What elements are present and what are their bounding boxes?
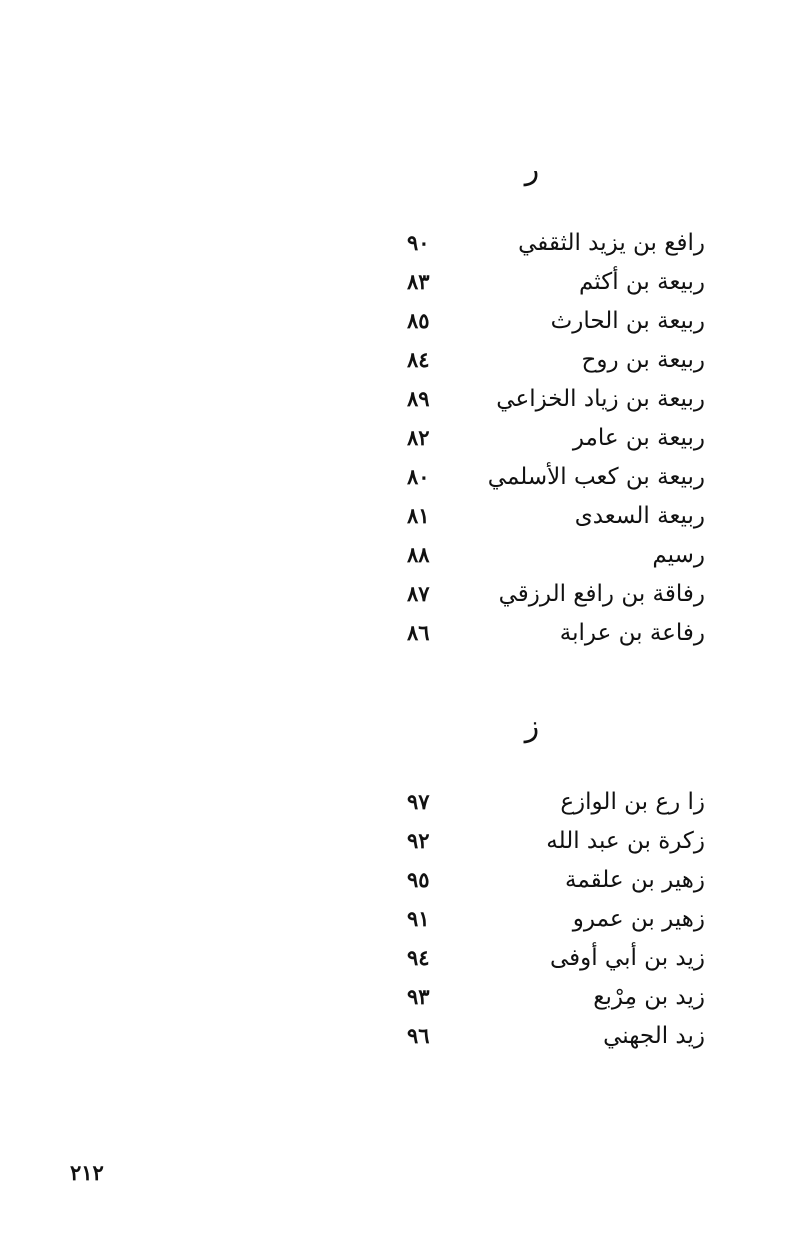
list-item: [395, 904, 705, 943]
entry-name: زكرة بن عبد الله: [546, 828, 705, 854]
entry-page-number: ٩٧: [407, 789, 430, 814]
page-number: ٢١٢: [70, 1160, 104, 1185]
list-item: [395, 579, 705, 618]
list-item: [395, 618, 705, 657]
list-item: [395, 501, 705, 540]
entry-name: ربيعة بن زياد الخزاعي: [496, 386, 705, 412]
entry-page-number: ٨٣: [407, 269, 430, 294]
list-item: [395, 982, 705, 1021]
list-item: [395, 228, 705, 267]
list-item: [395, 306, 705, 345]
entry-page-number: ٨٩: [407, 386, 430, 411]
list-item: [395, 384, 705, 423]
entry-name: زا رع بن الوازع: [560, 789, 705, 815]
entry-name: رسيم: [652, 542, 705, 568]
entry-name: زهير بن عمرو: [572, 906, 705, 932]
list-item: [395, 865, 705, 904]
entry-page-number: ٨٧: [407, 581, 430, 606]
entry-page-number: ٩٤: [407, 945, 430, 970]
entry-name: رافع بن يزيد الثقفي: [518, 230, 705, 256]
entry-name: ربيعة بن الحارث: [550, 308, 705, 334]
list-item: [395, 1021, 705, 1060]
entry-page-number: ٩١: [407, 906, 430, 931]
list-item: [395, 267, 705, 306]
entry-page-number: ٩٢: [407, 828, 430, 853]
entry-name: زيد بن مِرْبع: [593, 984, 705, 1010]
section-heading-zay: ز: [524, 709, 540, 744]
entry-page-number: ٩٠: [407, 230, 430, 255]
entry-name: ربيعة بن عامر: [572, 425, 705, 451]
entry-page-number: ٨٦: [407, 620, 430, 645]
entry-page-number: ٨٠: [407, 464, 430, 489]
entry-name: ربيعة بن أكثم: [579, 269, 705, 295]
entry-name: رفاعة بن عرابة: [559, 620, 705, 646]
index-list-ra: [395, 228, 705, 657]
list-item: [395, 462, 705, 501]
entry-name: زيد بن أبي أوفى: [549, 945, 705, 971]
entry-name: رفاقة بن رافع الرزقي: [498, 581, 705, 607]
entry-name: زيد الجهني: [603, 1023, 705, 1049]
list-item: [395, 826, 705, 865]
entry-page-number: ٨٤: [407, 347, 430, 372]
section-heading-ra: ر: [524, 152, 540, 187]
entry-name: ربيعة بن كعب الأسلمي: [487, 464, 705, 490]
index-list-zay: [395, 787, 705, 1060]
entry-name: ربيعة السعدى: [574, 503, 705, 529]
entry-name: ربيعة بن روح: [581, 347, 705, 373]
list-item: [395, 345, 705, 384]
entry-page-number: ٩٦: [407, 1023, 430, 1048]
entry-name: زهير بن علقمة: [565, 867, 705, 893]
entry-page-number: ٨٨: [407, 542, 430, 567]
list-item: [395, 943, 705, 982]
entry-page-number: ٨٢: [407, 425, 430, 450]
entry-page-number: ٩٣: [407, 984, 430, 1009]
entry-page-number: ٨١: [407, 503, 430, 528]
entry-page-number: ٨٥: [407, 308, 430, 333]
entry-page-number: ٩٥: [407, 867, 430, 892]
list-item: [395, 787, 705, 826]
list-item: [395, 423, 705, 462]
list-item: [395, 540, 705, 579]
